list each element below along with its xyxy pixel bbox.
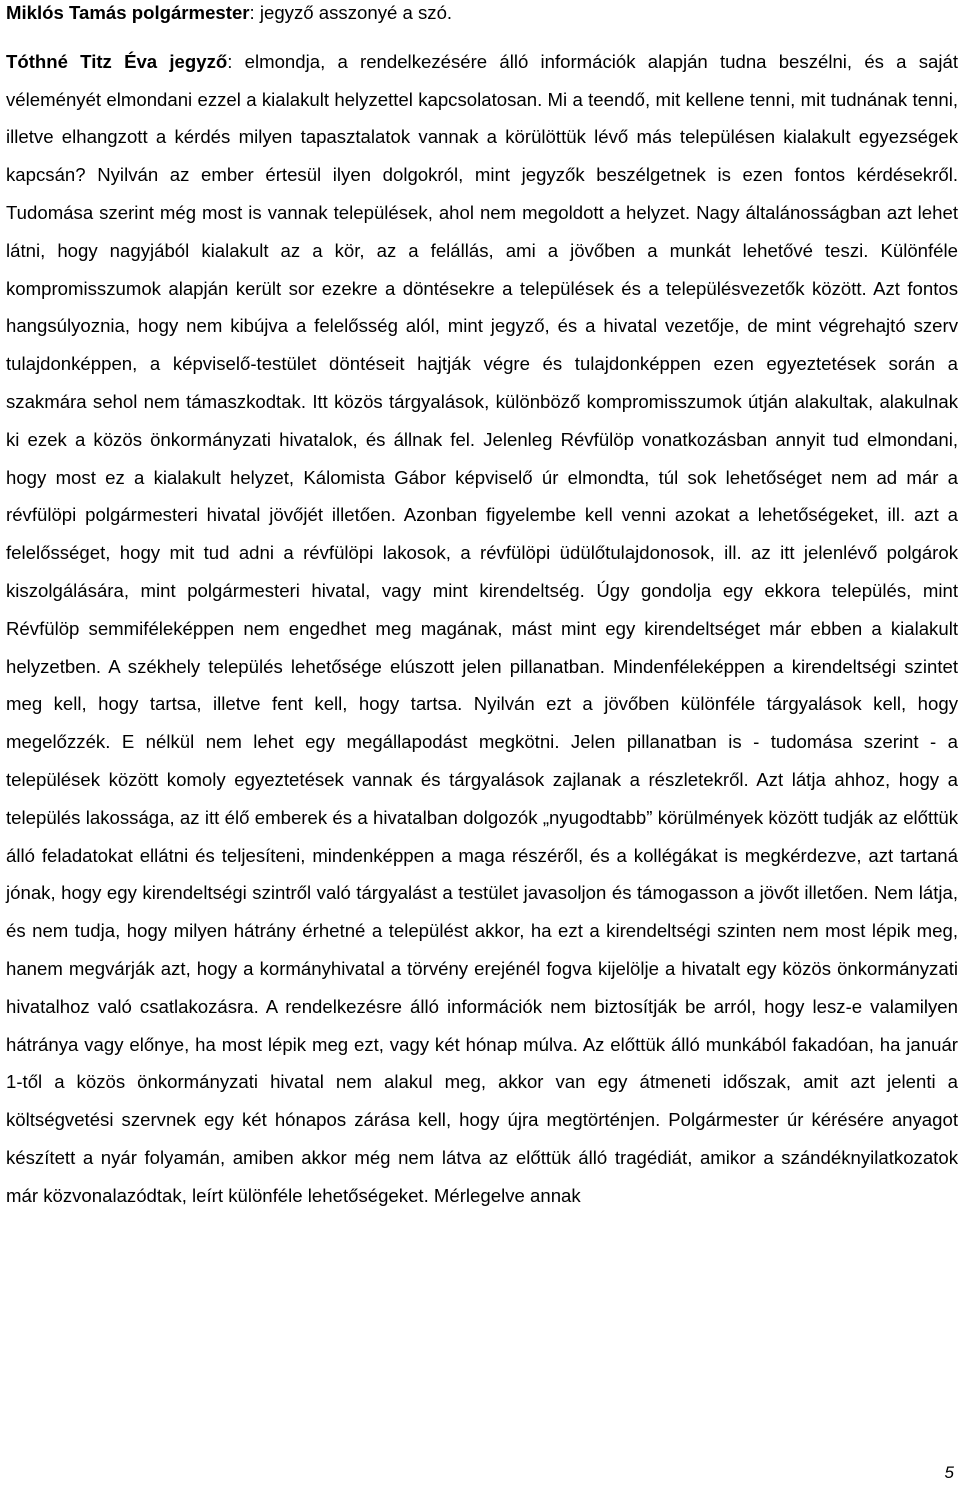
paragraph-notary [6, 43, 958, 1215]
paragraph-mayor [6, 0, 958, 32]
speaker-name: Miklós Tamás polgármester [6, 2, 250, 23]
page-number: 5 [944, 1463, 954, 1482]
paragraph-text: : elmondja, a rendelkezésére álló információk alapján tudna beszélni, és a saját véleményét elmondani ezzel a kialakult helyzettel kapcsolatosan. Mi a teendő, mit kellene tenni, mit tudnának tenni, illetve elhangzott a kérdés milyen tapasztalatok vannak a körülöttük lévő más településen kialakult egyezségek kapcsán? Nyilván az ember értesül ilyen dolgokról, mint jegyzők beszélgetnek is ezen fontos kérdésekről. Tudomása szerint még most is vannak települések, ahol nem megoldott a helyzet. Nagy általánosságban azt lehet látni, hogy nagyjából kialakult az a kör, az a felállás, ami a jövőben a munkát lehetővé teszi. Különféle kompromisszumok alapján került sor ezekre a döntésekre a települések és a településvezetők között. Azt fontos hangsúlyoznia, hogy nem kibújva a felelősség alól, mint jegyző, és a hivatal vezetője, de mint végrehajtó szerv tulajdonképpen, a képviselő-testület döntéseit hajtják végre és tulajdonképpen ezen egyeztetések során a szakmára sehol nem támaszkodtak. Itt közös tárgyalások, különböző kompromisszumok útján alakultak, alakulnak ki ezek a közös önkormányzati hivatalok, és állnak fel. Jelenleg Révfülöp vonatkozásban annyit tud elmondani, hogy most ez a kialakult helyzet, Kálomista Gábor képviselő úr elmondta, túl sok lehetőséget nem ad már a révfülöpi polgármesteri hivatal jövőjét illetően. Azonban figyelembe kell venni azokat a lehetőségeket, ill. azt a felelősséget, hogy mit tud adni a révfülöpi lakosok, a révfülöpi üdülőtulajdonosok, ill. az itt jelenlévő polgárok kiszolgálására, mint polgármesteri hivatal, vagy mint kirendeltség. Úgy gondolja egy ekkora település, mint Révfülöp semmiféleképpen nem engedhet meg magának, mást mint egy kirendeltséget már ebben a kialakult helyzetben. A székhely település lehetősége elúszott jelen pillanatban. Mindenféleképpen a kirendeltségi szintet meg kell, hogy tartsa, illetve fent kell, hogy tartsa. Nyilván ezt a jövőben különféle tárgyalások kell, hogy megelőzzék. E nélkül nem lehet egy megállapodást megkötni. Jelen pillanatban is - tudomása szerint - a települések között komoly egyeztetések vannak és tárgyalások zajlanak a részletekről. Azt látja ahhoz, hogy a település lakossága, az itt élő emberek és a hivatalban dolgozók „nyugodtabb” körülmények között tudják az előttük álló feladatokat ellátni és teljesíteni, mindenképpen a maga részéről, és a kollégákat is megkérdezve, azt tartaná jónak, hogy egy kirendeltségi szintről való tárgyalást a testület javasoljon és támogasson a jövőt illetően. Nem látja, és nem tudja, hogy milyen hátrány érhetné a települést akkor, ha ezt a kirendeltségi szinten nem most lépik meg, hanem megvárják azt, hogy a kormányhivatal a törvény erejénél fogva kijelölje a hivatalt egy közös önkormányzati hivatalhoz való csatlakozásra. A rendelkezésre álló információk nem biztosítják be arról, hogy lesz-e valamilyen hátránya vagy előnye, ha most lépik meg ezt, vagy két hónap múlva. Az előttük álló munkából fakadóan, ha január 1-től a közös önkormányzati hivatal nem alakul meg, akkor van egy átmeneti időszak, amit azt jelenti a költségvetési szervnek egy két hónapos zárása kell, hogy újra megtörténjen. Polgármester úr kérésére anyagot készített a nyár folyamán, amiben akkor még nem látva az előttük álló tragédiát, amikor a szándéknyilatkozatok már közvonalazódtak, leírt különféle lehetőségeket. Mérlegelve annak [6, 50, 958, 1206]
speaker-name: Tóthné Titz Éva jegyző [6, 50, 228, 72]
document-page [6, 0, 958, 1491]
paragraph-text: : jegyző asszonyé a szó. [249, 2, 453, 23]
